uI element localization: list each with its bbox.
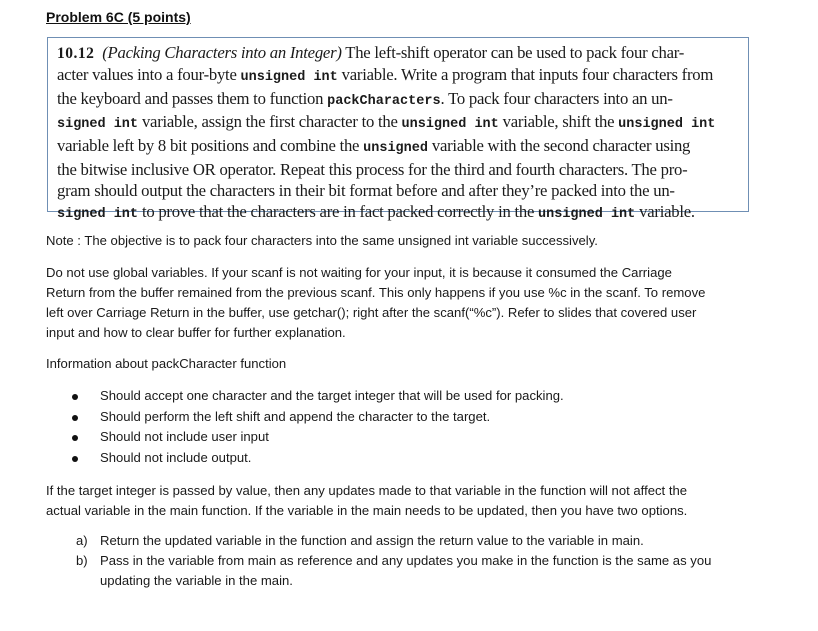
problem-number: 10.12 [57, 45, 95, 62]
paragraph-line: If the target integer is passed by value, then any updates made to that variable in the function will not affect the [46, 483, 688, 498]
problem-text-segment: variable. [635, 201, 695, 221]
info-heading: Information about packCharacter function [46, 356, 287, 371]
problem-text-segment: variable, assign the first character to the [138, 112, 402, 132]
bullet-icon [72, 435, 78, 441]
list-item [72, 448, 564, 469]
problem-box-line [57, 112, 740, 136]
list-item-text: Should not include output. [100, 450, 252, 466]
option-text: updating the variable in the main. [100, 573, 293, 588]
globals-paragraph [46, 263, 705, 343]
problem-heading: Problem 6C (5 points) [46, 9, 191, 25]
list-item [72, 407, 564, 428]
bullet-icon [72, 394, 78, 400]
bullet-icon [72, 456, 78, 462]
paragraph-line: Do not use global variables. If your scanf is not waiting for your input, it is because it consumed the Carriage [46, 265, 672, 280]
code-snippet: unsigned [363, 141, 428, 157]
byvalue-paragraph [46, 481, 687, 521]
problem-box-line [57, 43, 740, 65]
options-list [76, 531, 711, 591]
list-item-text: Should perform the left shift and append the character to the target. [100, 408, 491, 424]
paragraph-line: input and how to clear buffer for further explanation. [46, 325, 346, 340]
problem-box-line [57, 89, 740, 113]
problem-text-segment: gram should output the characters in their bit format before and after they’re packed into the un- [57, 180, 675, 200]
paragraph-line: left over Carriage Return in the buffer, use getchar(); right after the scanf(“%c”). Refer to slides that covered user [46, 305, 697, 320]
list-item [72, 427, 564, 448]
problem-text-segment: The left-shift operator can be used to pack four char- [341, 43, 685, 62]
problem-text-segment: variable. Write a program that inputs four characters from [337, 64, 714, 84]
problem-text-segment: the keyboard and passes them to function [57, 88, 328, 108]
note-text: Note : The objective is to pack four characters into the same unsigned int variable successively. [46, 233, 598, 248]
option-text: Pass in the variable from main as reference and any updates you make in the function is the same as you [100, 553, 712, 568]
list-item [72, 386, 564, 407]
problem-text-segment: the bitwise inclusive OR operator. Repeat this process for the third and fourth characters. The pro- [57, 159, 688, 179]
code-snippet: signed int [57, 117, 139, 133]
code-snippet: unsigned int [538, 206, 636, 222]
option-marker: b) [76, 553, 88, 568]
problem-text-segment: variable with the second character using [427, 136, 691, 156]
problem-box [47, 37, 749, 222]
bullet-icon [72, 415, 78, 421]
problem-box-line [57, 136, 740, 160]
problem-text-segment: acter values into a four-byte [57, 64, 241, 84]
option-item [76, 551, 711, 591]
option-marker: a) [76, 533, 88, 548]
paragraph-line: actual variable in the main function. If the variable in the main needs to be updated, then you have two options. [46, 503, 688, 518]
problem-text-segment: variable left by 8 bit positions and combine the [57, 136, 364, 156]
code-snippet: unsigned int [240, 69, 338, 85]
problem-title: (Packing Characters into an Integer) [102, 43, 342, 62]
code-snippet: packCharacters [327, 93, 441, 109]
option-text: Return the updated variable in the function and assign the return value to the variable in main. [100, 533, 644, 548]
problem-box-line [57, 181, 740, 202]
problem-text-segment: to prove that the characters are in fact packed correctly in the [138, 201, 539, 221]
problem-text-segment: . To pack four characters into an un- [440, 88, 673, 108]
code-snippet: unsigned int [618, 117, 716, 133]
problem-box-line [57, 202, 740, 226]
list-item-text: Should accept one character and the target integer that will be used for packing. [100, 388, 564, 403]
requirements-list [72, 386, 564, 469]
option-item [76, 531, 711, 551]
problem-box-line [57, 160, 740, 181]
list-item-text: Should not include user input [100, 429, 269, 445]
problem-text-segment: variable, shift the [498, 112, 619, 132]
code-snippet: unsigned int [401, 117, 499, 133]
code-snippet: signed int [57, 206, 139, 222]
paragraph-line: Return from the buffer remained from the previous scanf. This only happens if you use %c in the scanf. To remove [46, 285, 706, 300]
problem-box-line [57, 65, 740, 89]
